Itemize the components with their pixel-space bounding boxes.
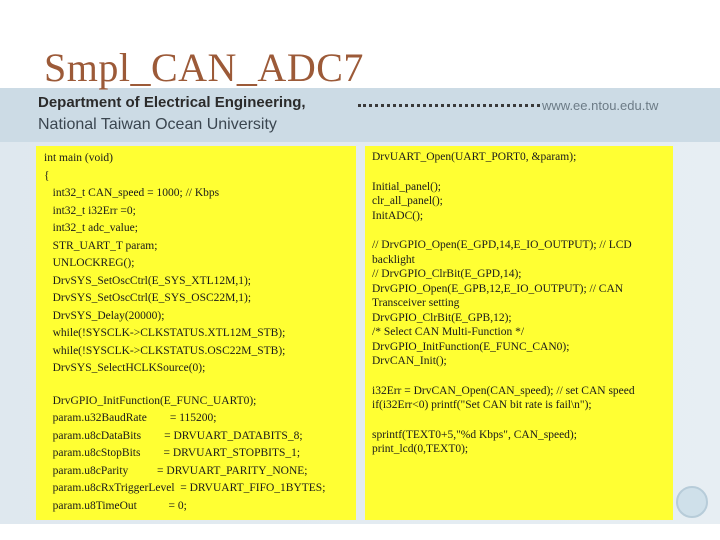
code-line: int32_t i32Err =0; [44,204,136,217]
website-url: www.ee.ntou.edu.tw [542,98,659,113]
code-line: { [44,169,50,182]
code-line: while(!SYSCLK->CLKSTATUS.XTL12M_STB); [44,327,286,339]
code-line: while(!SYSCLK->CLKSTATUS.OSC22M_STB); [44,344,286,357]
code-line: if(i32Err<0) printf("Set CAN bit rate is fail\n"); [372,399,592,411]
code-line: param.u8cParity = DRVUART_PARITY_NONE; [44,464,308,477]
code-panel-left [36,146,356,520]
code-line: param.u8cRxTriggerLevel = DRVUART_FIFO_1BYTES; [44,482,326,494]
slide-title: Smpl_CAN_ADC7 [44,45,364,90]
department-label: Department of Electrical Engineering, [38,94,306,111]
code-line: DrvUART_Open(UART_PORT0, &param); [372,151,577,163]
spacer [372,369,666,384]
spacer [44,378,348,393]
code-line: print_lcd(0,TEXT0); [372,443,469,455]
code-line: param.u8TimeOut = 0; [44,499,187,512]
code-line: DrvSYS_SetOscCtrl(E_SYS_OSC22M,1); [44,292,252,304]
university-logo [676,486,708,518]
code-line: /* Select CAN Multi-Function */ [372,326,525,338]
code-line: DrvSYS_SetOscCtrl(E_SYS_XTL12M,1); [44,274,252,287]
code-line: DrvCAN_Init(); [372,355,447,367]
code-line: DrvGPIO_InitFunction(E_FUNC_UART0); [44,394,257,407]
code-line: STR_UART_T param; [44,239,158,252]
dotted-divider [358,104,540,107]
spacer [372,165,666,180]
code-line: Initial_panel(); [372,180,441,193]
code-line: DrvGPIO_Open(E_GPB,12,E_IO_OUTPUT); // CAN Transceiver setting [372,282,624,309]
code-line: InitADC(); [372,209,424,222]
code-line: DrvGPIO_InitFunction(E_FUNC_CAN0); [372,340,570,353]
code-line: int main (void) [44,152,113,164]
code-line: int32_t CAN_speed = 1000; // Kbps [44,187,220,199]
code-panel-right [365,146,673,520]
code-line: i32Err = DrvCAN_Open(CAN_speed); // set CAN speed [372,384,635,397]
spacer [372,223,666,238]
code-line: // DrvGPIO_Open(E_GPD,14,E_IO_OUTPUT); // LCD backlight [372,239,632,266]
code-line: sprintf(TEXT0+5,"%d Kbps", CAN_speed); [372,428,577,441]
code-line: param.u32BaudRate = 115200; [44,412,217,424]
code-line: DrvGPIO_ClrBit(E_GPB,12); [372,311,512,324]
code-line: param.u8cDataBits = DRVUART_DATABITS_8; [44,429,303,442]
code-line: int32_t adc_value; [44,222,138,234]
spacer [372,413,666,428]
university-label: National Taiwan Ocean University [38,116,277,133]
code-line: param.u8cStopBits = DRVUART_STOPBITS_1; [44,447,301,459]
code-line: UNLOCKREG(); [44,257,135,269]
code-line: DrvSYS_Delay(20000); [44,309,165,322]
code-line: clr_all_panel(); [372,195,443,207]
code-line: // DrvGPIO_ClrBit(E_GPD,14); [372,268,522,280]
code-line: DrvSYS_SelectHCLKSource(0); [44,362,206,374]
